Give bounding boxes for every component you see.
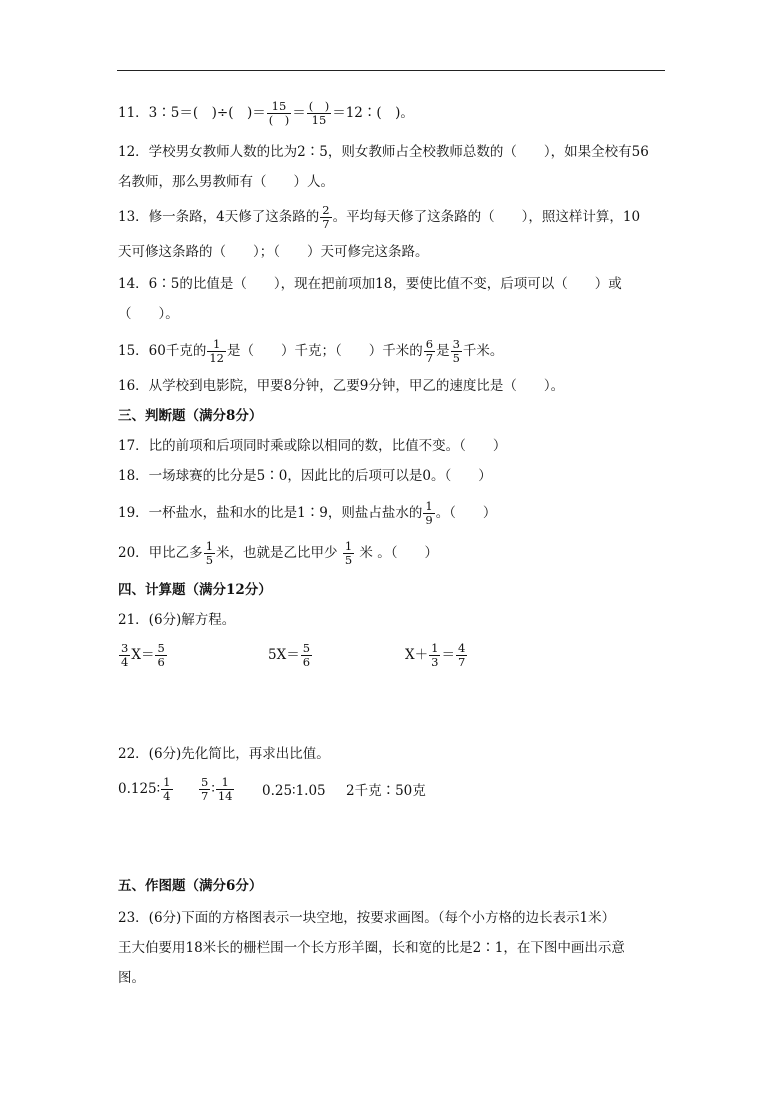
- question-14-line-1: 14．6∶5的比值是（ ），现在把前项加18，要使比值不变，后项可以（ ）或: [118, 276, 622, 292]
- question-14-line-2: （ ）。: [118, 306, 179, 322]
- q11-fraction-2: $\frac{( )}{15}$: [308, 99, 330, 127]
- q19-fraction: $\frac{1}{9}$: [425, 499, 433, 527]
- question-16: 16．从学校到电影院，甲要8分钟，乙要9分钟，甲乙的速度比是（ ）。: [118, 378, 565, 394]
- equation-3: X＋ $\frac{1}{3}$ ＝ $\frac{4}{7}$: [405, 641, 466, 669]
- equation-1: $\frac{3}{4}$ X＝ $\frac{5}{6}$: [121, 641, 165, 669]
- q15-fraction-3: $\frac{3}{5}$: [452, 337, 460, 365]
- question-23-line-3: 图。: [118, 970, 145, 986]
- equation-2: 5X＝ $\frac{5}{6}$: [268, 641, 311, 669]
- q15-fraction-2: $\frac{6}{7}$: [425, 337, 434, 365]
- question-18: 18．一场球赛的比分是5∶0，因此比的后项可以是0。（ ）: [118, 468, 492, 484]
- section-5-heading: 五、作图题（满分6分）: [118, 878, 263, 894]
- q20-fraction-1: $\frac{1}{5}$: [205, 539, 214, 567]
- section-4-heading: 四、计算题（满分12分）: [118, 582, 272, 598]
- question-11: 11．3∶5＝( )÷( )＝ $\frac{15}{( )}$ ＝ $\frac{( )}{15}$ ＝12∶( )。: [118, 99, 414, 127]
- q11-prefix: 11．3∶5＝( )÷( )＝: [118, 105, 266, 121]
- question-12-line-1: 12．学校男女教师人数的比为2∶5，则女教师占全校教师总数的（ ），如果全校有56: [118, 144, 649, 160]
- question-20: 20．甲比乙多 $\frac{1}{5}$ 米，也就是乙比甲少 $\frac{1}{5}$ 米 。（ ）: [118, 539, 438, 567]
- question-15: 15．60千克的 $\frac{1}{12}$ 是（ ）千克；（ ）千米的 $\frac{6}{7}$ 是 $\frac{3}{5}$ 千米。: [118, 337, 504, 365]
- section-3-heading: 三、判断题（满分8分）: [118, 408, 263, 424]
- question-23-line-2: 王大伯要用18米长的栅栏围一个长方形羊圈，长和宽的比是2∶1，在下图中画出示意: [118, 940, 625, 956]
- ratio-item-4: 2千克∶50克: [346, 783, 426, 799]
- q20-fraction-2: $\frac{1}{5}$: [344, 539, 353, 567]
- question-17: 17．比的前项和后项同时乘或除以相同的数，比值不变。（ ）: [118, 438, 507, 454]
- q11-fraction-1: $\frac{15}{( )}$: [268, 99, 290, 127]
- question-19: 19．一杯盐水，盐和水的比是1∶9，则盐占盐水的 $\frac{1}{9}$ 。（ ）: [118, 499, 497, 527]
- q13-fraction: $\frac{2}{7}$: [322, 203, 330, 231]
- ratio-item-3: 0.25∶1.05: [262, 783, 326, 799]
- question-13-line-1: 13．修一条路，4天修了这条路的 $\frac{2}{7}$ 。平均每天修了这条路的（ ），照这样计算，10: [118, 203, 641, 231]
- header-rule: [117, 70, 665, 71]
- ratio-item-1: 0.125∶ $\frac{1}{4}$: [118, 775, 171, 803]
- question-12-line-2: 名教师，那么男教师有（ ）人。: [118, 174, 334, 190]
- question-23-line-1: 23．(6分)下面的方格图表示一块空地，按要求画图。（每个小方格的边长表示1米）: [118, 910, 616, 926]
- question-22: 22．(6分)先化简比，再求出比值。: [118, 746, 330, 762]
- ratio-item-2: $\frac{5}{7}$ ∶ $\frac{1}{14}$: [201, 775, 233, 803]
- question-21: 21．(6分)解方程。: [118, 612, 236, 628]
- question-13-line-2: 天可修这条路的（ ）；（ ）天可修完这条路。: [118, 244, 429, 260]
- q15-fraction-1: $\frac{1}{12}$: [209, 337, 224, 365]
